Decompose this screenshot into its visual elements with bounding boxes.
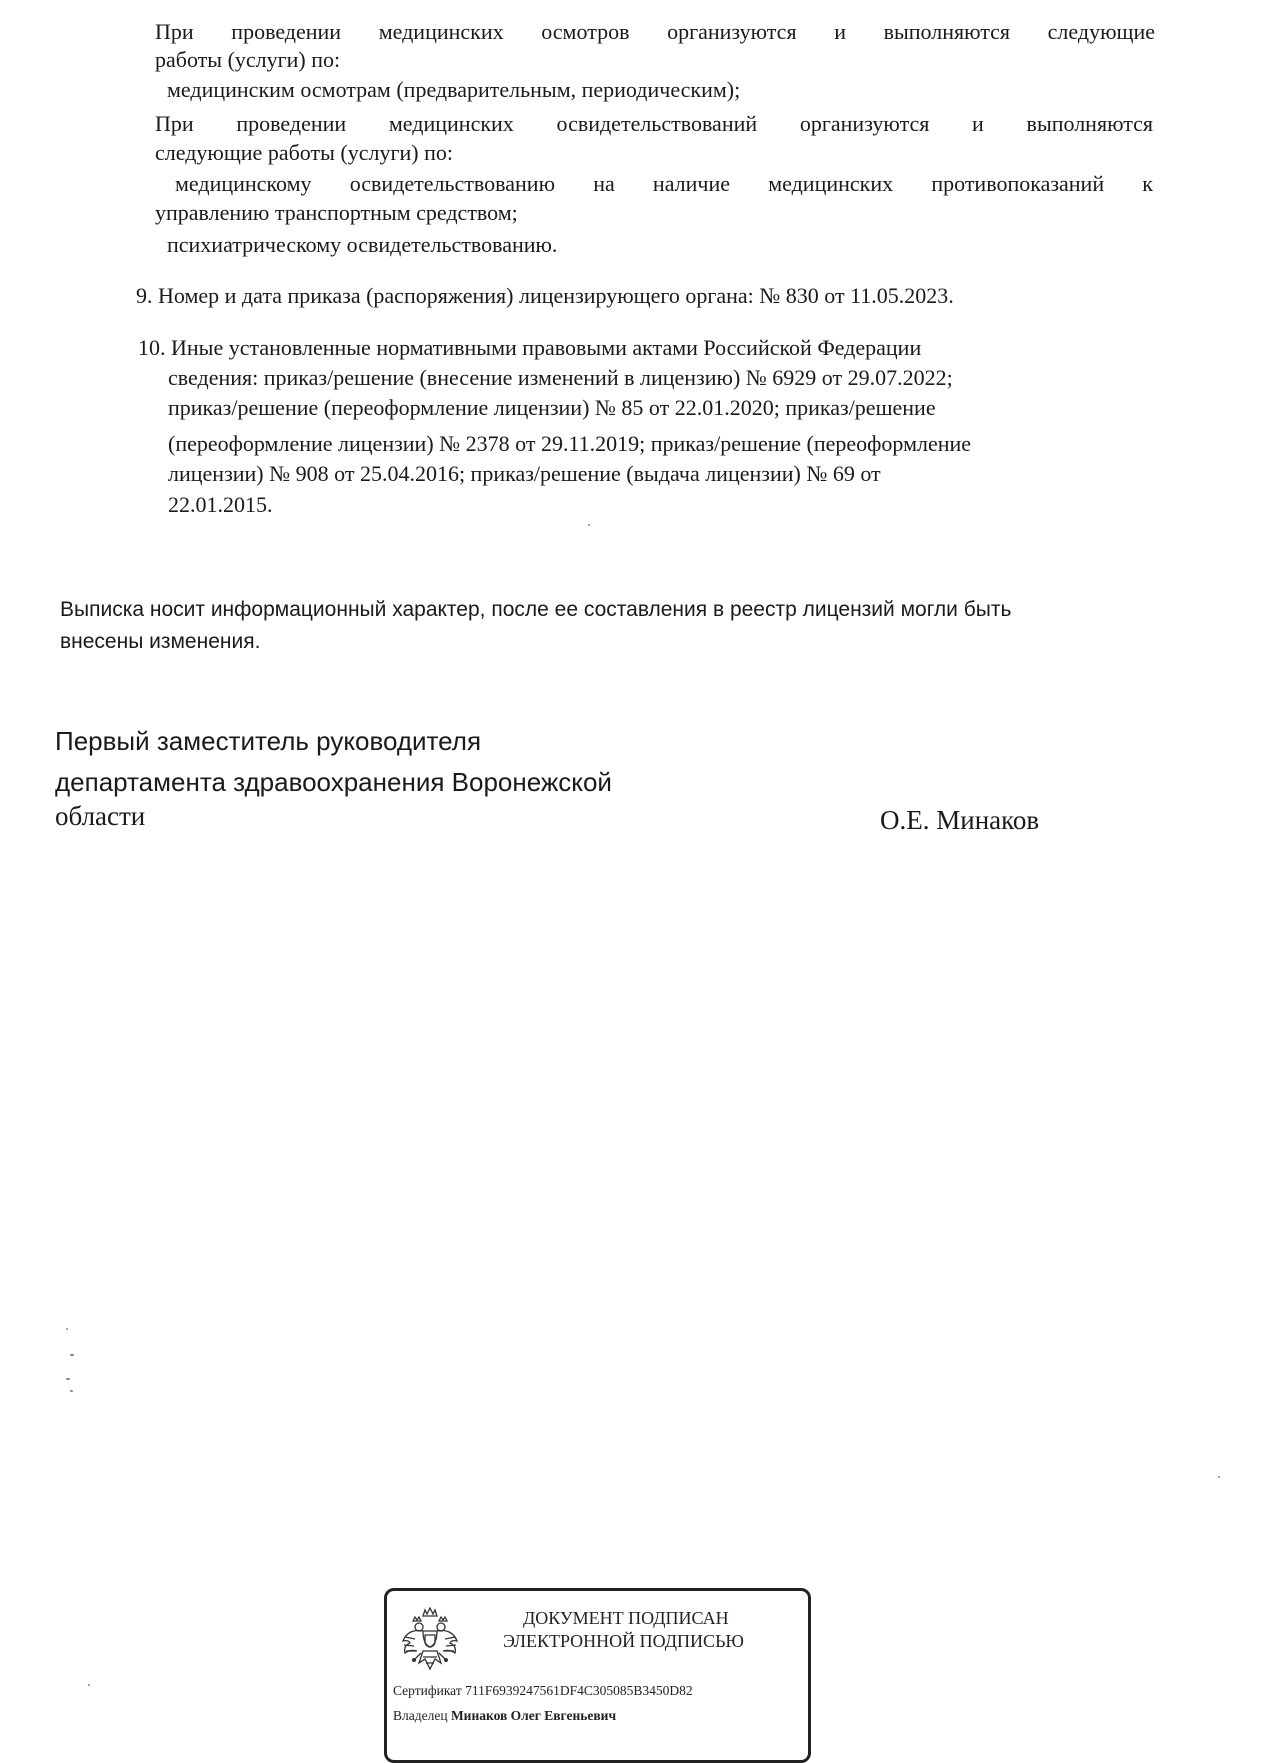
certificate-value: 711F6939247561DF4C305085B3450D82 [465,1683,693,1698]
owner-value: Минаков Олег Евгеньевич [450,1708,617,1723]
scan-speck [70,1390,73,1392]
section-10-line: 22.01.2015. [168,492,273,517]
section-10-line: сведения: приказ/решение (внесение изменений в лицензию) № 6929 от 29.07.2022; [168,365,953,390]
scan-speck [1218,1476,1220,1478]
section-10-line: (переоформление лицензии) № 2378 от 29.11.2019; приказ/решение (переоформление [168,431,972,456]
scan-speck [66,1328,68,1330]
section-9-order: 9. Номер и дата приказа (распоряжения) лицензирующего органа: № 830 от 11.05.2023. [136,283,954,308]
cert-item2: психиатрическому освидетельствованию. [167,232,558,257]
exams-item: медицинским осмотрам (предварительным, периодическим); [167,77,741,102]
signatory-name: О.Е. Минаков [880,805,1040,835]
scan-speck [66,1378,70,1380]
cert-intro-line2: следующие работы (услуги) по: [155,140,453,165]
notice-line2: внесены изменения. [60,630,261,653]
cert-intro-line1: При проведении медицинских освидетельствований организуются и выполняются [155,111,1153,136]
owner-row [393,1708,616,1724]
signatory-position-line2: департамента здравоохранения Воронежской [55,767,612,797]
cert-item1-line2: управлению транспортным средством; [155,200,518,225]
exams-intro-line2: работы (услуги) по: [155,47,341,72]
section-10-line: 10. Иные установленные нормативными правовыми актами Российской Федерации [138,335,922,360]
certificate-label: Сертификат [393,1683,462,1698]
signatory-position-line3: области [55,801,146,831]
signatory-position-line1: Первый заместитель руководителя [55,726,482,756]
cert-item1-line1: медицинскому освидетельствованию на наличие медицинских противопоказаний к [175,171,1153,196]
certificate-row [393,1683,693,1699]
scan-speck [588,524,590,526]
electronic-signature-stamp [384,1588,811,1763]
stamp-title-line2: ЭЛЕКТРОННОЙ ПОДПИСЬЮ [503,1631,744,1651]
scan-speck [88,1684,90,1686]
owner-label: Владелец [393,1708,448,1723]
section-10-line: лицензии) № 908 от 25.04.2016; приказ/решение (выдача лицензии) № 69 от [168,461,881,486]
russian-coat-of-arms-icon [401,1607,459,1675]
scan-speck [70,1354,74,1356]
section-10-line: приказ/решение (переоформление лицензии) № 85 от 22.01.2020; приказ/решение [168,395,936,420]
notice-line1: Выписка носит информационный характер, после ее составления в реестр лицензий могли быть [60,598,1012,621]
stamp-title-line1: ДОКУМЕНТ ПОДПИСАН [523,1608,729,1628]
exams-intro-line1: При проведении медицинских осмотров организуются и выполняются следующие [155,19,1155,44]
